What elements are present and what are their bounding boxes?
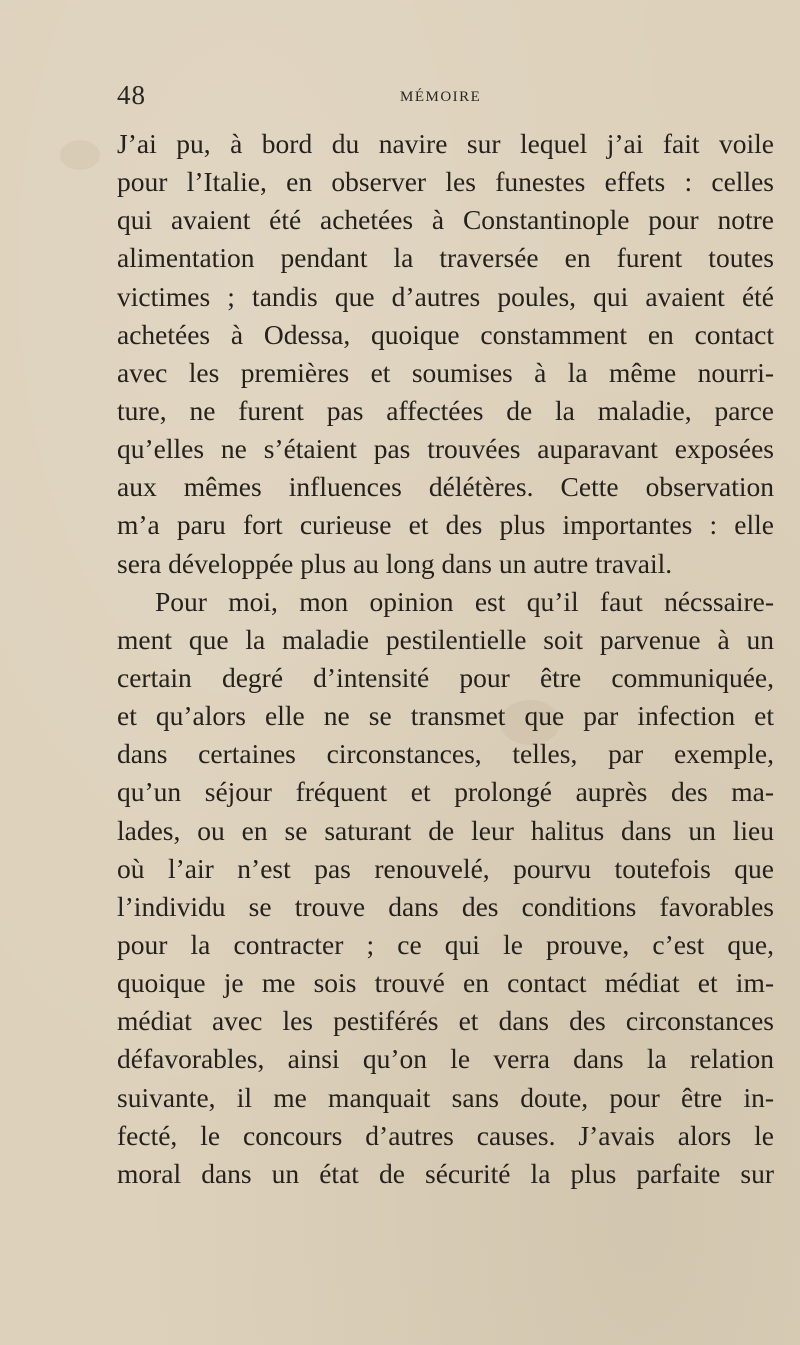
text-line: qui avaient été achetées à Constantinople pour notre xyxy=(117,204,774,236)
text-line: défavorables, ainsi qu’on le verra dans la relation xyxy=(117,1043,774,1075)
text-line: J’ai pu, à bord du navire sur lequel j’ai fait voile xyxy=(117,128,774,159)
text-line: achetées à Odessa, quoique constamment en contact xyxy=(117,318,774,350)
text-line: ture, ne furent pas affectées de la maladie, parce xyxy=(117,394,774,426)
text-line: fecté, le concours d’autres causes. J’avais alors le xyxy=(117,1119,774,1151)
text-line: médiat avec les pestiférés et dans des circonstances xyxy=(117,1005,774,1037)
text-line: ment que la maladie pestilentielle soit parvenue à un xyxy=(117,623,774,655)
body-text xyxy=(117,125,774,1193)
text-line: pour la contracter ; ce qui le prouve, c’est que, xyxy=(117,928,774,960)
page-header xyxy=(117,80,777,120)
text-line: sera développée plus au long dans un autre travail. xyxy=(117,547,673,579)
paper-stain xyxy=(60,140,100,170)
text-line: lades, ou en se saturant de leur halitus dans un lieu xyxy=(117,814,774,846)
text-line: dans certaines circonstances, telles, par exemple, xyxy=(117,738,774,770)
text-line: avec les premières et soumises à la même nourri- xyxy=(117,356,774,388)
text-line: qu’elles ne s’étaient pas trouvées auparavant exposées xyxy=(117,433,774,465)
text-line: et qu’alors elle ne se transmet que par infection et xyxy=(117,700,774,732)
text-line: alimentation pendant la traversée en furent toutes xyxy=(117,242,774,274)
text-line: victimes ; tandis que d’autres poules, qui avaient été xyxy=(117,280,774,312)
text-line: aux mêmes influences délétères. Cette observation xyxy=(117,471,774,503)
text-line: moral dans un état de sécurité la plus parfaite sur xyxy=(117,1157,774,1189)
text-line: qu’un séjour fréquent et prolongé auprès des ma- xyxy=(117,776,774,808)
text-line: pour l’Italie, en observer les funestes effets : celles xyxy=(117,166,774,198)
page-number: 48 xyxy=(117,80,146,110)
text-line: m’a paru fort curieuse et des plus importantes : elle xyxy=(117,509,774,541)
running-title: MÉMOIRE xyxy=(400,89,482,105)
text-line: Pour moi, mon opinion est qu’il faut nécssaire- xyxy=(155,585,774,617)
text-line: où l’air n’est pas renouvelé, pourvu toutefois que xyxy=(117,852,774,884)
text-line: l’individu se trouve dans des conditions favorables xyxy=(117,890,774,922)
text-line: suivante, il me manquait sans doute, pour être in- xyxy=(117,1081,774,1113)
text-line: certain degré d’intensité pour être communiquée, xyxy=(117,661,774,693)
text-line: quoique je me sois trouvé en contact médiat et im- xyxy=(117,967,774,999)
